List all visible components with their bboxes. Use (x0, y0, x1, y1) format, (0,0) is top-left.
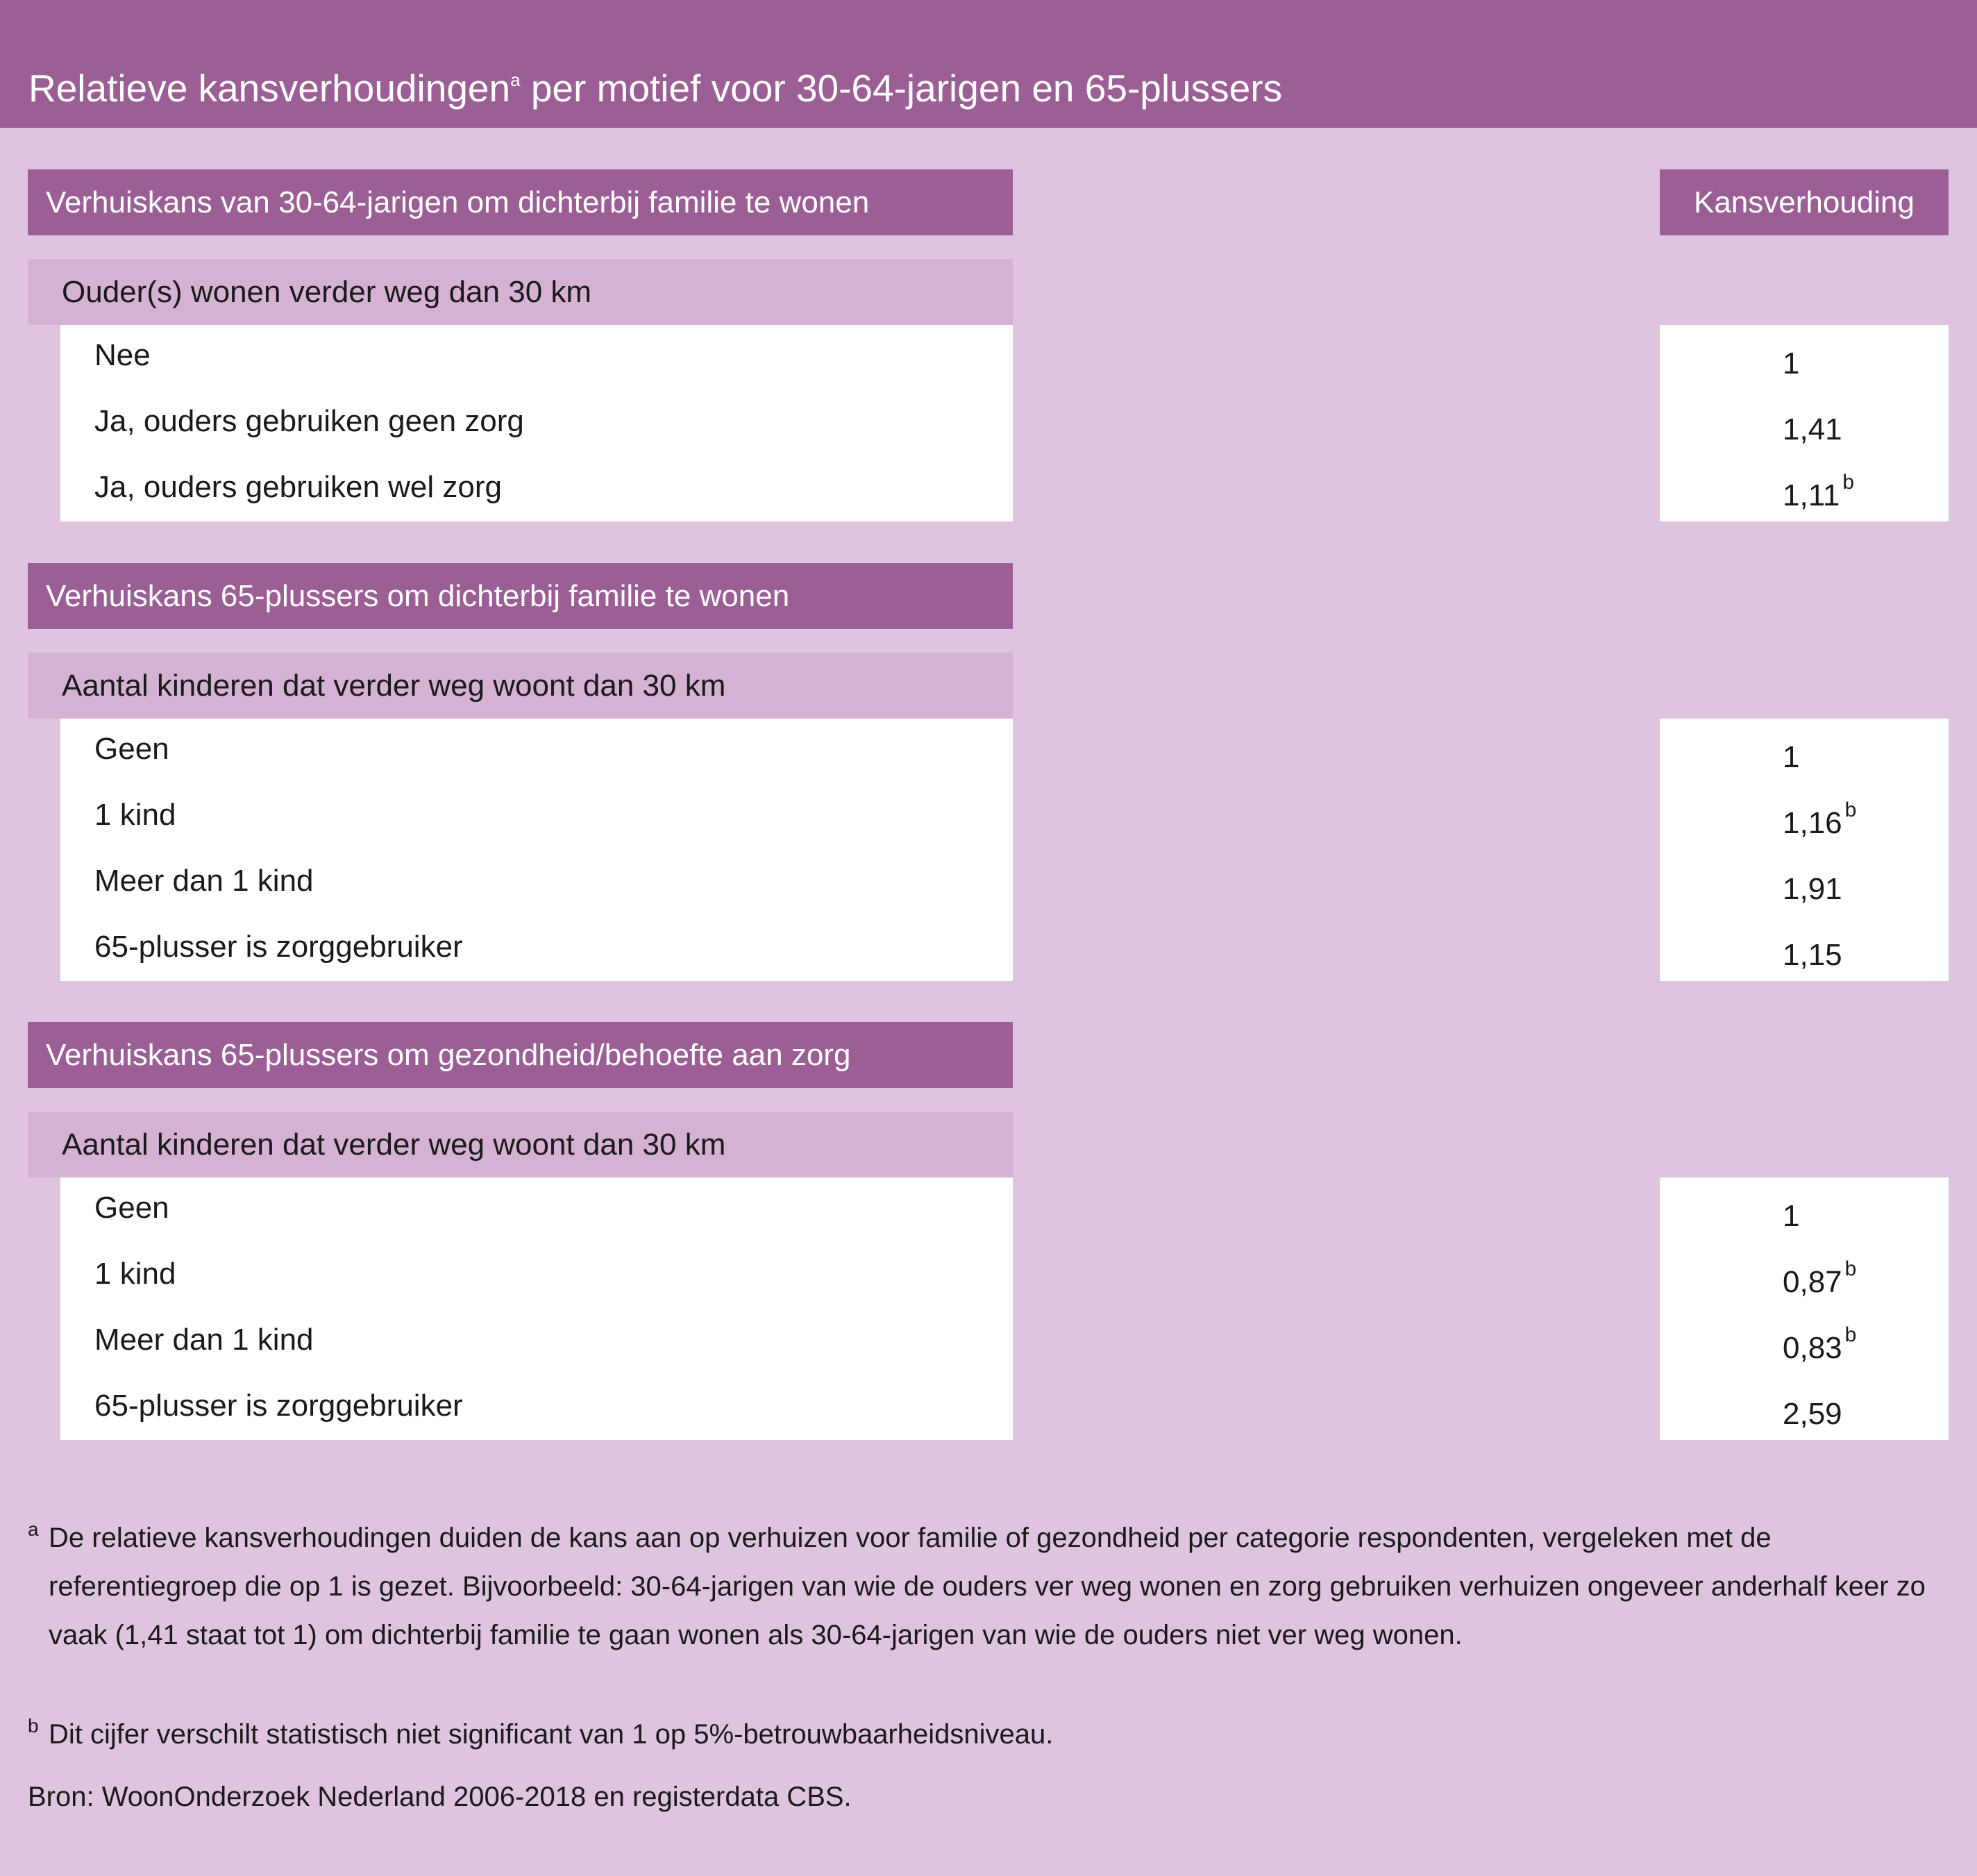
section-2-subheader: Aantal kinderen dat verder weg woont dan 30 km (28, 653, 1013, 719)
section-2-row-4-value: 1,15 (1783, 938, 1842, 972)
section-3-row-4-value: 2,59 (1783, 1397, 1842, 1431)
section-2-row-3-label: Meer dan 1 kind (94, 864, 314, 898)
footnote-b-mark: b (28, 1715, 39, 1736)
section-2-row-2-value: 1,16 $^b$ (1783, 798, 1857, 840)
title-footnote-mark: a (510, 69, 521, 90)
footnote-b (28, 1710, 1951, 1759)
section-1-row-3-value: 1,11 $^b$ (1783, 471, 1855, 512)
section-2-header: Verhuiskans 65-plussers om dichterbij familie te wonen (28, 563, 1013, 629)
page-title: Relatieve kansverhoudingen$^a$ per motief voor 30-64-jarigen en 65-plussers (28, 67, 1283, 110)
section-2-row-3-value: 1,91 (1783, 872, 1842, 906)
section-2-row-2-label: 1 kind (94, 798, 176, 832)
footnote-a-text: De relatieve kansverhoudingen duiden de kans aan op verhuizen voor familie of gezondheid per categorie respondenten, vergeleken met de referentiegroep die op 1 is gezet. Bijvoorbeeld: 30-64-jarigen van wie de ouders ver weg wonen en zorg gebruiken verhuizen ongeveer anderhalf keer zo vaak (1,41 staat tot 1) om dichterbij familie te gaan wonen als 30-64-jarigen van wie de ouders niet ver weg wonen. (49, 1523, 1926, 1650)
value-column-header: Kansverhouding (1660, 169, 1949, 235)
section-3-row-1-label: Geen (94, 1191, 169, 1225)
footnote-b-text: Dit cijfer verschilt statistisch niet significant van 1 op 5%-betrouwbaarheidsniveau. (49, 1719, 1054, 1750)
section-2-row-1-label: Geen (94, 732, 169, 766)
source-note: Bron: WoonOnderzoek Nederland 2006-2018 en registerdata CBS. (28, 1782, 852, 1812)
section-1-row-3-label: Ja, ouders gebruiken wel zorg (94, 470, 502, 504)
section-3-subheader: Aantal kinderen dat verder weg woont dan 30 km (28, 1112, 1013, 1178)
section-3-row-4-label: 65-plusser is zorggebruiker (94, 1389, 463, 1423)
section-2-row-4-label: 65-plusser is zorggebruiker (94, 930, 463, 964)
section-1-row-2-label: Ja, ouders gebruiken geen zorg (94, 404, 524, 438)
section-3-row-3-label: Meer dan 1 kind (94, 1323, 314, 1357)
footnote-a (28, 1514, 1951, 1659)
section-1-subheader: Ouder(s) wonen verder weg dan 30 km (28, 259, 1013, 325)
section-3-row-2-value: 0,87 $^b$ (1783, 1257, 1857, 1299)
section-1-row-2-value: 1,41 (1783, 412, 1842, 446)
section-3-header: Verhuiskans 65-plussers om gezondheid/behoefte aan zorg (28, 1022, 1013, 1088)
section-3-row-1-value: 1 (1783, 1199, 1800, 1233)
section-3-row-3-value: 0,83 $^b$ (1783, 1323, 1857, 1365)
section-1-row-1-label: Nee (94, 338, 151, 372)
footnote-a-mark: a (28, 1518, 39, 1540)
section-3-row-2-label: 1 kind (94, 1257, 176, 1291)
section-2-row-1-value: 1 (1783, 740, 1800, 774)
section-1-row-1-value: 1 (1783, 346, 1800, 380)
section-1-header: Verhuiskans van 30-64-jarigen om dichterbij familie te wonen (28, 169, 1013, 235)
